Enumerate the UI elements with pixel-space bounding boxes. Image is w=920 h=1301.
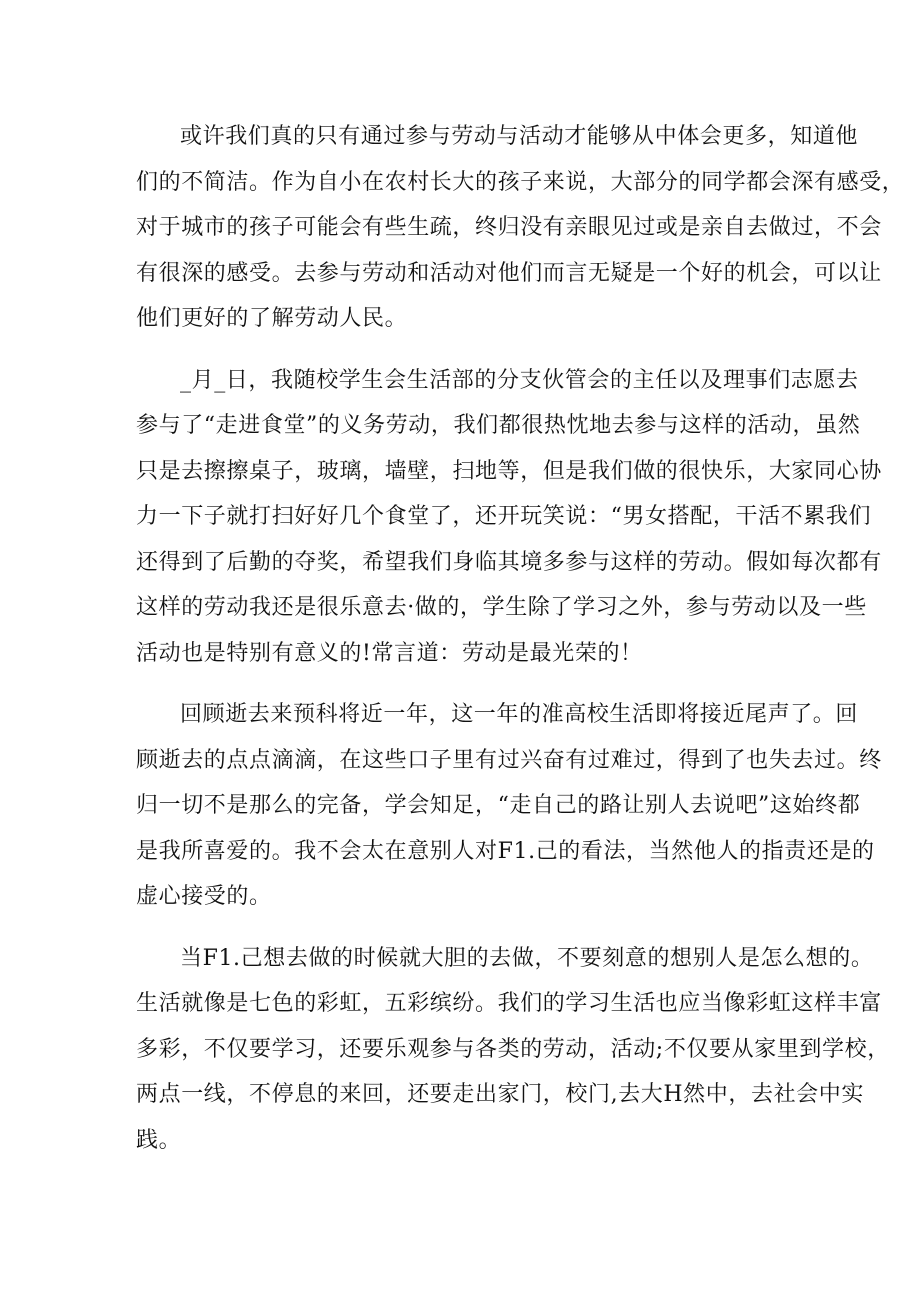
paragraph-1: [136, 114, 905, 342]
document-body: [136, 114, 905, 1163]
text-line: 多彩，不仅要学习，还要乐观参与各类的劳动，活动;不仅要从家里到学校，: [136, 1036, 890, 1062]
paragraph-2: [136, 358, 882, 677]
text-line: 参与了“走进食堂”的义务劳动，我们都很热忱地去参与这样的活动，虽然: [136, 413, 861, 438]
text-line: 践。: [136, 1127, 182, 1153]
text-line: 这样的劳动我还是很乐意去·做的，学生除了学习之外，参与劳动以及一些: [136, 595, 867, 620]
text-line: 生活就像是七色的彩虹，五彩缤纷。我们的学习生活也应当像彩虹这样丰富: [136, 991, 882, 1016]
text-line: 顾逝去的点点滴滴，在这些口子里有过兴奋有过难过，得到了也失去过。终: [136, 747, 882, 773]
text-line: 有很深的感受。去参与劳动和活动对他们而言无疑是一个好的机会，可以让: [136, 260, 882, 286]
text-line: 是我所喜爱的。我不会太在意别人对F1.己的看法，当然他人的指责还是的: [136, 838, 875, 864]
text-line: _月_日，我随校学生会生活部的分支伙管会的主任以及理事们志愿去: [180, 367, 859, 393]
text-line: 归一切不是那么的完备，学会知足，“走自己的路让别人去说吧”这始终都: [136, 793, 861, 818]
text-line: 只是去擦擦桌子，玻璃，墙壁，扫地等，但是我们做的很快乐，大家同心协: [136, 458, 882, 484]
text-line: 虚心接受的。: [136, 884, 272, 909]
paragraph-3: [136, 692, 882, 920]
text-line: 两点一线，不停息的来回，还要走出家门，校门,去大H然中，去社会中实: [136, 1082, 864, 1107]
text-line: 还得到了后勤的夺奖，希望我们身临其境多参与这样的劳动。假如每次都有: [136, 549, 882, 575]
text-line: 们的不简洁。作为自小在农村长大的孩子来说，大部分的同学都会深有感受，: [136, 169, 905, 195]
text-line: 力一下子就打扫好好几个食堂了，还开玩笑说：“男女搭配，干活不累我们: [136, 504, 872, 529]
text-line: 当F1.己想去做的时候就大胆的去做，不要刻意的想别人是怎么想的。: [180, 945, 874, 971]
text-line: 活动也是特别有意义的!常言道：劳动是最光荣的！: [136, 640, 643, 666]
text-line: 他们更好的了解劳动人民。: [136, 306, 408, 331]
text-line: 回顾逝去来预科将近一年，这一年的准高校生活即将接近尾声了。回: [180, 702, 859, 727]
text-line: 对于城市的孩子可能会有些生疏，终归没有亲眼见过或是亲自去做过，不会: [136, 215, 882, 240]
text-line: 或许我们真的只有通过参与劳动与活动才能够从中体会更多，知道他: [180, 124, 859, 149]
paragraph-4: [136, 936, 890, 1164]
